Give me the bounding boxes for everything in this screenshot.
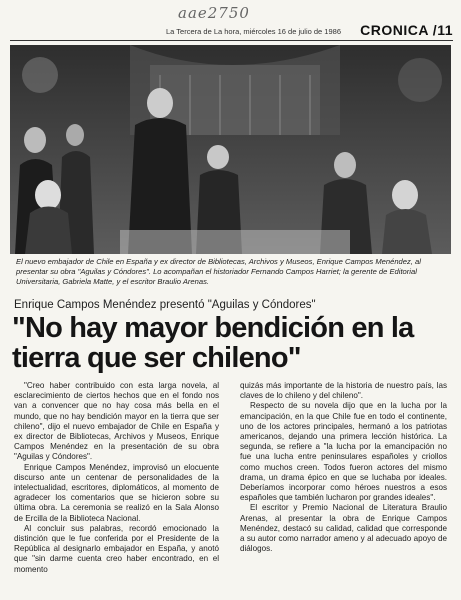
news-photo: [10, 45, 451, 254]
article-column-left: [14, 381, 219, 575]
masthead: [10, 22, 453, 41]
paragraph: El escritor y Premio Nacional de Literatura Braulio Arenas, al presentar la obra de Enrique Campos Menéndez, destacó su calidad, calidad que corresponde a su autor como narrador ameno y al adecuado apoyo de diálogos.: [240, 503, 447, 554]
archive-mark: aae2750: [178, 4, 250, 22]
paragraph: quizás más importante de la historia de nuestro país, las claves de lo chileno y del chileno".: [240, 381, 447, 401]
news-photo-image: [10, 45, 451, 254]
article-kicker: Enrique Campos Menéndez presentó "Aguilas y Cóndores": [14, 299, 316, 311]
section-label: CRONICA /11: [360, 22, 453, 38]
paragraph: Enrique Campos Menéndez, improvisó un elocuente discurso ante un centenar de personalidades de la intelectualidad, escritores, diplomáticos, al momento de agradecer los comentarios que se hicieron sobre su última obra. La ceremonia se realizó en la Sala Alonso de Ercilla de la Biblioteca Nacional.: [14, 462, 219, 523]
article-column-right: [240, 381, 447, 554]
paragraph: Al concluir sus palabras, recordó emocionado la distinción que le fue conferida por el Presidente de la República al designarlo embajador en España, y anotó que "sin darme cuenta creo haber encontrado, en el momento: [14, 523, 219, 574]
photo-caption: El nuevo embajador de Chile en España y ex director de Bibliotecas, Archivos y Museos, Enrique Campos Menéndez, al presentar su obra "Aguilas y Cóndores". Lo acompañan el historiador Fernando Campos Harriet; la gerente de Editorial Universitaria, Gabriela Matte, y el escritor Braulio Arenas.: [16, 257, 421, 286]
paragraph: "Creo haber contribuido con esta larga novela, al esclarecimiento de ciertos hechos que en el fondo nos van a convencer que no hay cosa más bella en el mundo, que no hay bendición mayor en la tierra que ser chileno", dijo el nuevo embajador de Chile en España y ex director de Bibliotecas, Archivos y Museos, Enrique Campos Menéndez en la presentación de su obra "Aguilas y Cóndores".: [14, 381, 219, 462]
dateline: La Tercera de La hora, miércoles 16 de julio de 1986: [166, 27, 341, 36]
article-headline: "No hay mayor bendición en la tierra que ser chileno": [12, 312, 414, 374]
paragraph: Respecto de su novela dijo que en la lucha por la emancipación, en la que Chile fue en todo el continente, uno de los actores principales, hermanó a los patriotas americanos, dejando una primera lección histórica. La segunda, se refiere a "la lucha por la emancipación no fue una lucha entre peninsulares españoles y criollos como muchos creen. Todos fueron actores del mismo drama, un drama épico en que se luchaba por ideales. Deberíamos incorporar como héroes nuestros a esos españoles que también lucharon por grandes ideales".: [240, 401, 447, 503]
